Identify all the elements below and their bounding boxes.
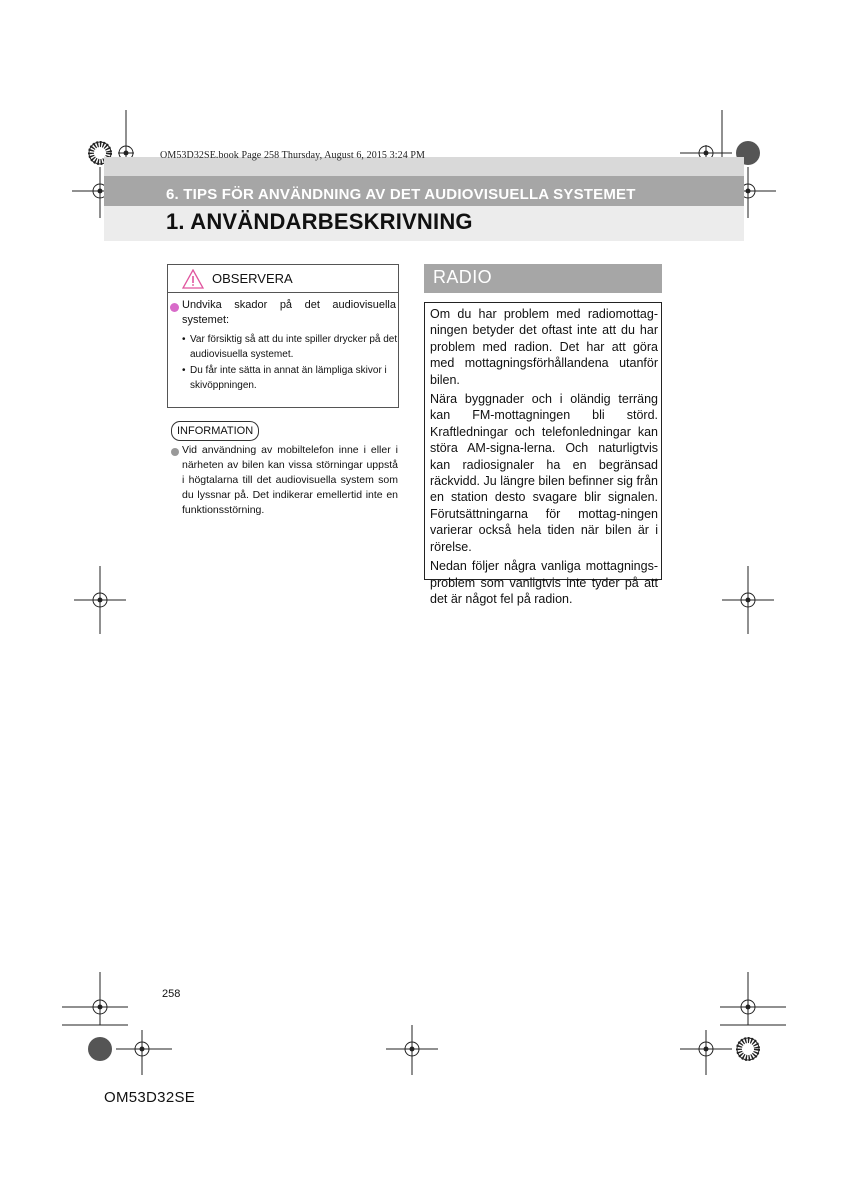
warning-triangle-icon <box>182 269 204 289</box>
caution-header <box>167 264 399 293</box>
radio-paragraph: Nedan följer några vanliga mottagnings-problem som vanligtvis inte tyder på att det är något fel på radion. <box>430 559 658 606</box>
information-label: INFORMATION <box>171 421 259 441</box>
info-bullet-icon <box>171 448 179 456</box>
bullet-icon: • <box>182 365 186 376</box>
footer-code: OM53D32SE <box>104 1089 196 1106</box>
caution-main-text: Undvika skador på det audiovisuella systemet: <box>182 299 396 326</box>
page-number: 258 <box>162 988 181 1000</box>
caution-label: OBSERVERA <box>212 271 293 286</box>
radio-heading-bar <box>424 264 662 293</box>
radio-paragraph: Om du har problem med radiomottag-ningen betyder det oftast inte att du har problem med radion. Det har att göra med mottagningsförhållandena utanför bilen. <box>430 307 658 387</box>
radio-heading: RADIO <box>433 267 493 287</box>
radio-text <box>430 306 658 610</box>
chapter-title: 6. TIPS FÖR ANVÄNDNING AV DET AUDIOVISUELLA SYSTEMET <box>166 186 636 203</box>
caution-sub-item <box>182 363 398 393</box>
caution-bullet-icon <box>170 303 179 312</box>
caution-sub-item <box>182 332 398 362</box>
section-title: 1. ANVÄNDARBESKRIVNING <box>166 209 473 234</box>
bullet-icon: • <box>182 334 186 345</box>
caution-sub-item-text: Du får inte sätta in annat än lämpliga skivor i skivöppningen. <box>190 365 387 391</box>
file-header: OM53D32SE.book Page 258 Thursday, August 6, 2015 3:24 PM <box>160 150 426 161</box>
caution-sub-item-text: Var försiktig så att du inte spiller drycker på det audiovisuella systemet. <box>190 334 398 360</box>
information-text: Vid användning av mobiltelefon inne i eller i närheten av bilen kan vissa störningar uppstå i högtalarna till det audiovisuella system som du lyssnar på. Det indikerar emellertid inte en funktionsstörning. <box>182 444 398 516</box>
radio-paragraph: Nära byggnader och i oländig terräng kan FM-mottagningen bli störd. Kraftledningar och telefonledningar kan störa AM-signa-lerna. Och naturligtvis kan radiosignaler ha en begränsad räckvidd. Ju längre bilen befinner sig från en station desto svagare blir signalen. Förutsättningarna för mottag-ningen varierar också hela tiden när bilen är i rörelse. <box>430 392 658 554</box>
